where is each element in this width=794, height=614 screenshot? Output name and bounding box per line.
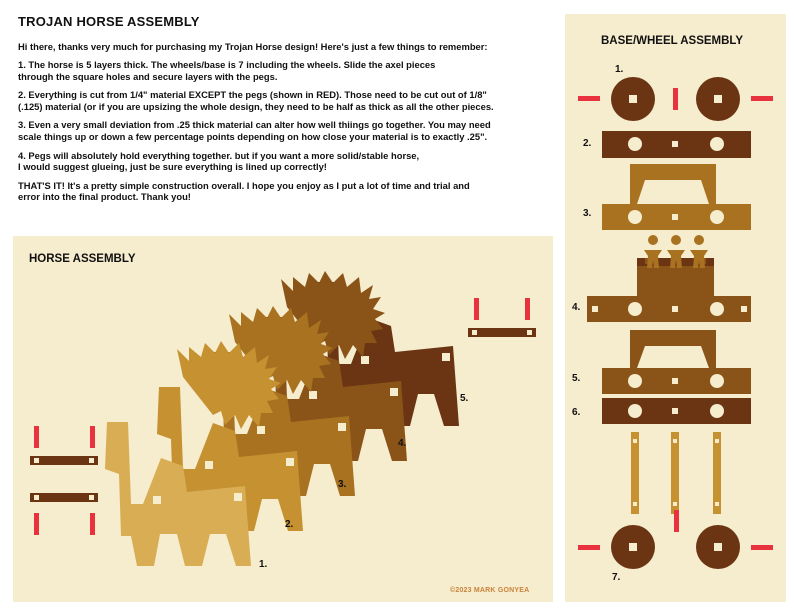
wheel-cutout: [628, 374, 642, 388]
base-label-7: 7.: [612, 572, 621, 583]
peg-hole: [527, 330, 532, 335]
red-peg: [34, 513, 39, 535]
wheel-cutout: [710, 374, 724, 388]
wheel-cutout: [628, 302, 642, 316]
peg-hole: [472, 330, 477, 335]
wheel: [696, 525, 740, 569]
red-peg: [674, 510, 679, 532]
rod-hole: [673, 439, 677, 443]
peg-hole: [286, 458, 294, 466]
base-layer-2: [602, 131, 751, 158]
horse-label-4: 4.: [398, 438, 407, 449]
peg-hole: [309, 391, 317, 399]
closing-note: THAT'S IT! It's a pretty simple construction overall. I hope you enjoy as I put a lot of time and trial and error into the final product. Thank you!: [18, 179, 470, 203]
square-hole: [672, 214, 678, 220]
peg-hole: [257, 426, 265, 434]
platform-frame: [630, 330, 716, 368]
axle-rod: [713, 432, 721, 514]
rod-hole: [715, 439, 719, 443]
horse-label-3: 3.: [338, 479, 347, 490]
wheel-cutout: [710, 137, 724, 151]
leg-axle-bar: [30, 493, 98, 502]
plank: [587, 296, 751, 322]
rod-hole: [715, 502, 719, 506]
red-peg: [90, 513, 95, 535]
wheel-cutout: [710, 210, 724, 224]
wheel-cutout: [628, 404, 642, 418]
axle-hole: [714, 95, 722, 103]
peg-hole: [89, 495, 94, 500]
square-hole: [672, 378, 678, 384]
instruction-3: 3. Even a very small deviation from .25 thick material can alter how well thiings go together. You may need scale things up or down a few percentage points depending on how close your material is to exactly .25".: [18, 119, 491, 143]
intro-greeting: Hi there, thanks very much for purchasing my Trojan Horse design! Here's just a few things to remember:: [18, 41, 488, 52]
horse-label-5: 5.: [460, 393, 469, 404]
peg-hole: [89, 458, 94, 463]
base-layer-3-plank: [602, 204, 751, 230]
rod-hole: [673, 502, 677, 506]
wheel-cutout: [710, 302, 724, 316]
horse-assembly-diagram: [13, 236, 553, 602]
axle-bar: [30, 456, 98, 465]
horse-label-1: 1.: [259, 559, 268, 570]
rod-hole: [633, 439, 637, 443]
axle-hole: [629, 95, 637, 103]
wheel-cutout: [628, 210, 642, 224]
base-label-2: 2.: [583, 138, 592, 149]
base-layer-4-plank: [587, 296, 751, 322]
base-label-4: 4.: [572, 302, 581, 313]
axle-rod: [671, 432, 679, 514]
base-layer-5-plank: [602, 368, 751, 394]
base-layer-4: [637, 235, 714, 296]
base-assembly-diagram: [565, 14, 786, 602]
red-peg: [673, 88, 678, 110]
rod: [671, 432, 679, 514]
red-peg: [90, 426, 95, 448]
red-peg: [751, 545, 773, 550]
peg-hole: [361, 356, 369, 364]
instruction-2: 2. Everything is cut from 1/4" material EXCEPT the pegs (shown in RED). Those need to be cut out of 1/8" (.125) material (or if you are upsizing the whole design, they need to be half as thick as all the other pieces.: [18, 89, 494, 113]
square-hole: [741, 306, 747, 312]
instruction-4: 4. Pegs will absolutely hold everything together. but if you want a more solid/stable horse, I would suggest glueing, just be sure everything is lined up correctly!: [18, 149, 420, 173]
base-assembly-title: BASE/WHEEL ASSEMBLY: [601, 35, 744, 47]
head-axle-bar: [468, 328, 536, 337]
peg-hole: [338, 423, 346, 431]
horse-assembly-panel: [13, 236, 553, 602]
base-layer-6: [602, 398, 751, 424]
page-title: TROJAN HORSE ASSEMBLY: [18, 14, 200, 29]
platform-frame: [630, 164, 716, 204]
peg-hole: [205, 461, 213, 469]
axle-rod: [631, 432, 639, 514]
base-wheel-assembly-panel: [565, 14, 786, 602]
wheel: [696, 77, 740, 121]
soldier-head: [648, 235, 658, 245]
base-label-1: 1.: [615, 64, 624, 75]
axle-bar: [30, 493, 98, 502]
wheel-cutout: [710, 404, 724, 418]
red-peg: [751, 96, 773, 101]
red-peg: [34, 426, 39, 448]
base-layer-3: [630, 164, 716, 204]
instructions: [18, 14, 558, 210]
red-peg: [578, 96, 600, 101]
base-label-5: 5.: [572, 373, 581, 384]
copyright: ©2023 MARK GONYEA: [450, 587, 530, 594]
square-hole: [672, 141, 678, 147]
peg-hole: [153, 496, 161, 504]
soldier-head: [671, 235, 681, 245]
peg-hole: [34, 458, 39, 463]
base-label-3: 3.: [583, 208, 592, 219]
rod: [713, 432, 721, 514]
leg-axle-bar: [30, 456, 98, 465]
base-layer-5: [630, 330, 716, 368]
peg-hole: [201, 422, 209, 430]
square-hole: [672, 306, 678, 312]
axle-hole: [714, 543, 722, 551]
axle-hole: [629, 543, 637, 551]
red-peg: [578, 545, 600, 550]
horse-assembly-title: HORSE ASSEMBLY: [29, 253, 136, 265]
wheel-cutout: [628, 137, 642, 151]
wheel: [611, 525, 655, 569]
axle-bar: [468, 328, 536, 337]
peg-hole: [390, 388, 398, 396]
peg-hole: [149, 457, 157, 465]
wheel: [611, 77, 655, 121]
soldier-head: [694, 235, 704, 245]
red-peg: [474, 298, 479, 320]
base-label-6: 6.: [572, 407, 581, 418]
peg-hole: [234, 493, 242, 501]
peg-hole: [34, 495, 39, 500]
square-hole: [592, 306, 598, 312]
instruction-1: 1. The horse is 5 layers thick. The wheels/base is 7 including the wheels. Slide the axel pieces through the square holes and secure layers with the pegs.: [18, 59, 436, 83]
square-hole: [672, 408, 678, 414]
rod: [631, 432, 639, 514]
red-peg: [525, 298, 530, 320]
peg-hole: [442, 353, 450, 361]
horse-label-2: 2.: [285, 519, 294, 530]
rod-hole: [633, 502, 637, 506]
